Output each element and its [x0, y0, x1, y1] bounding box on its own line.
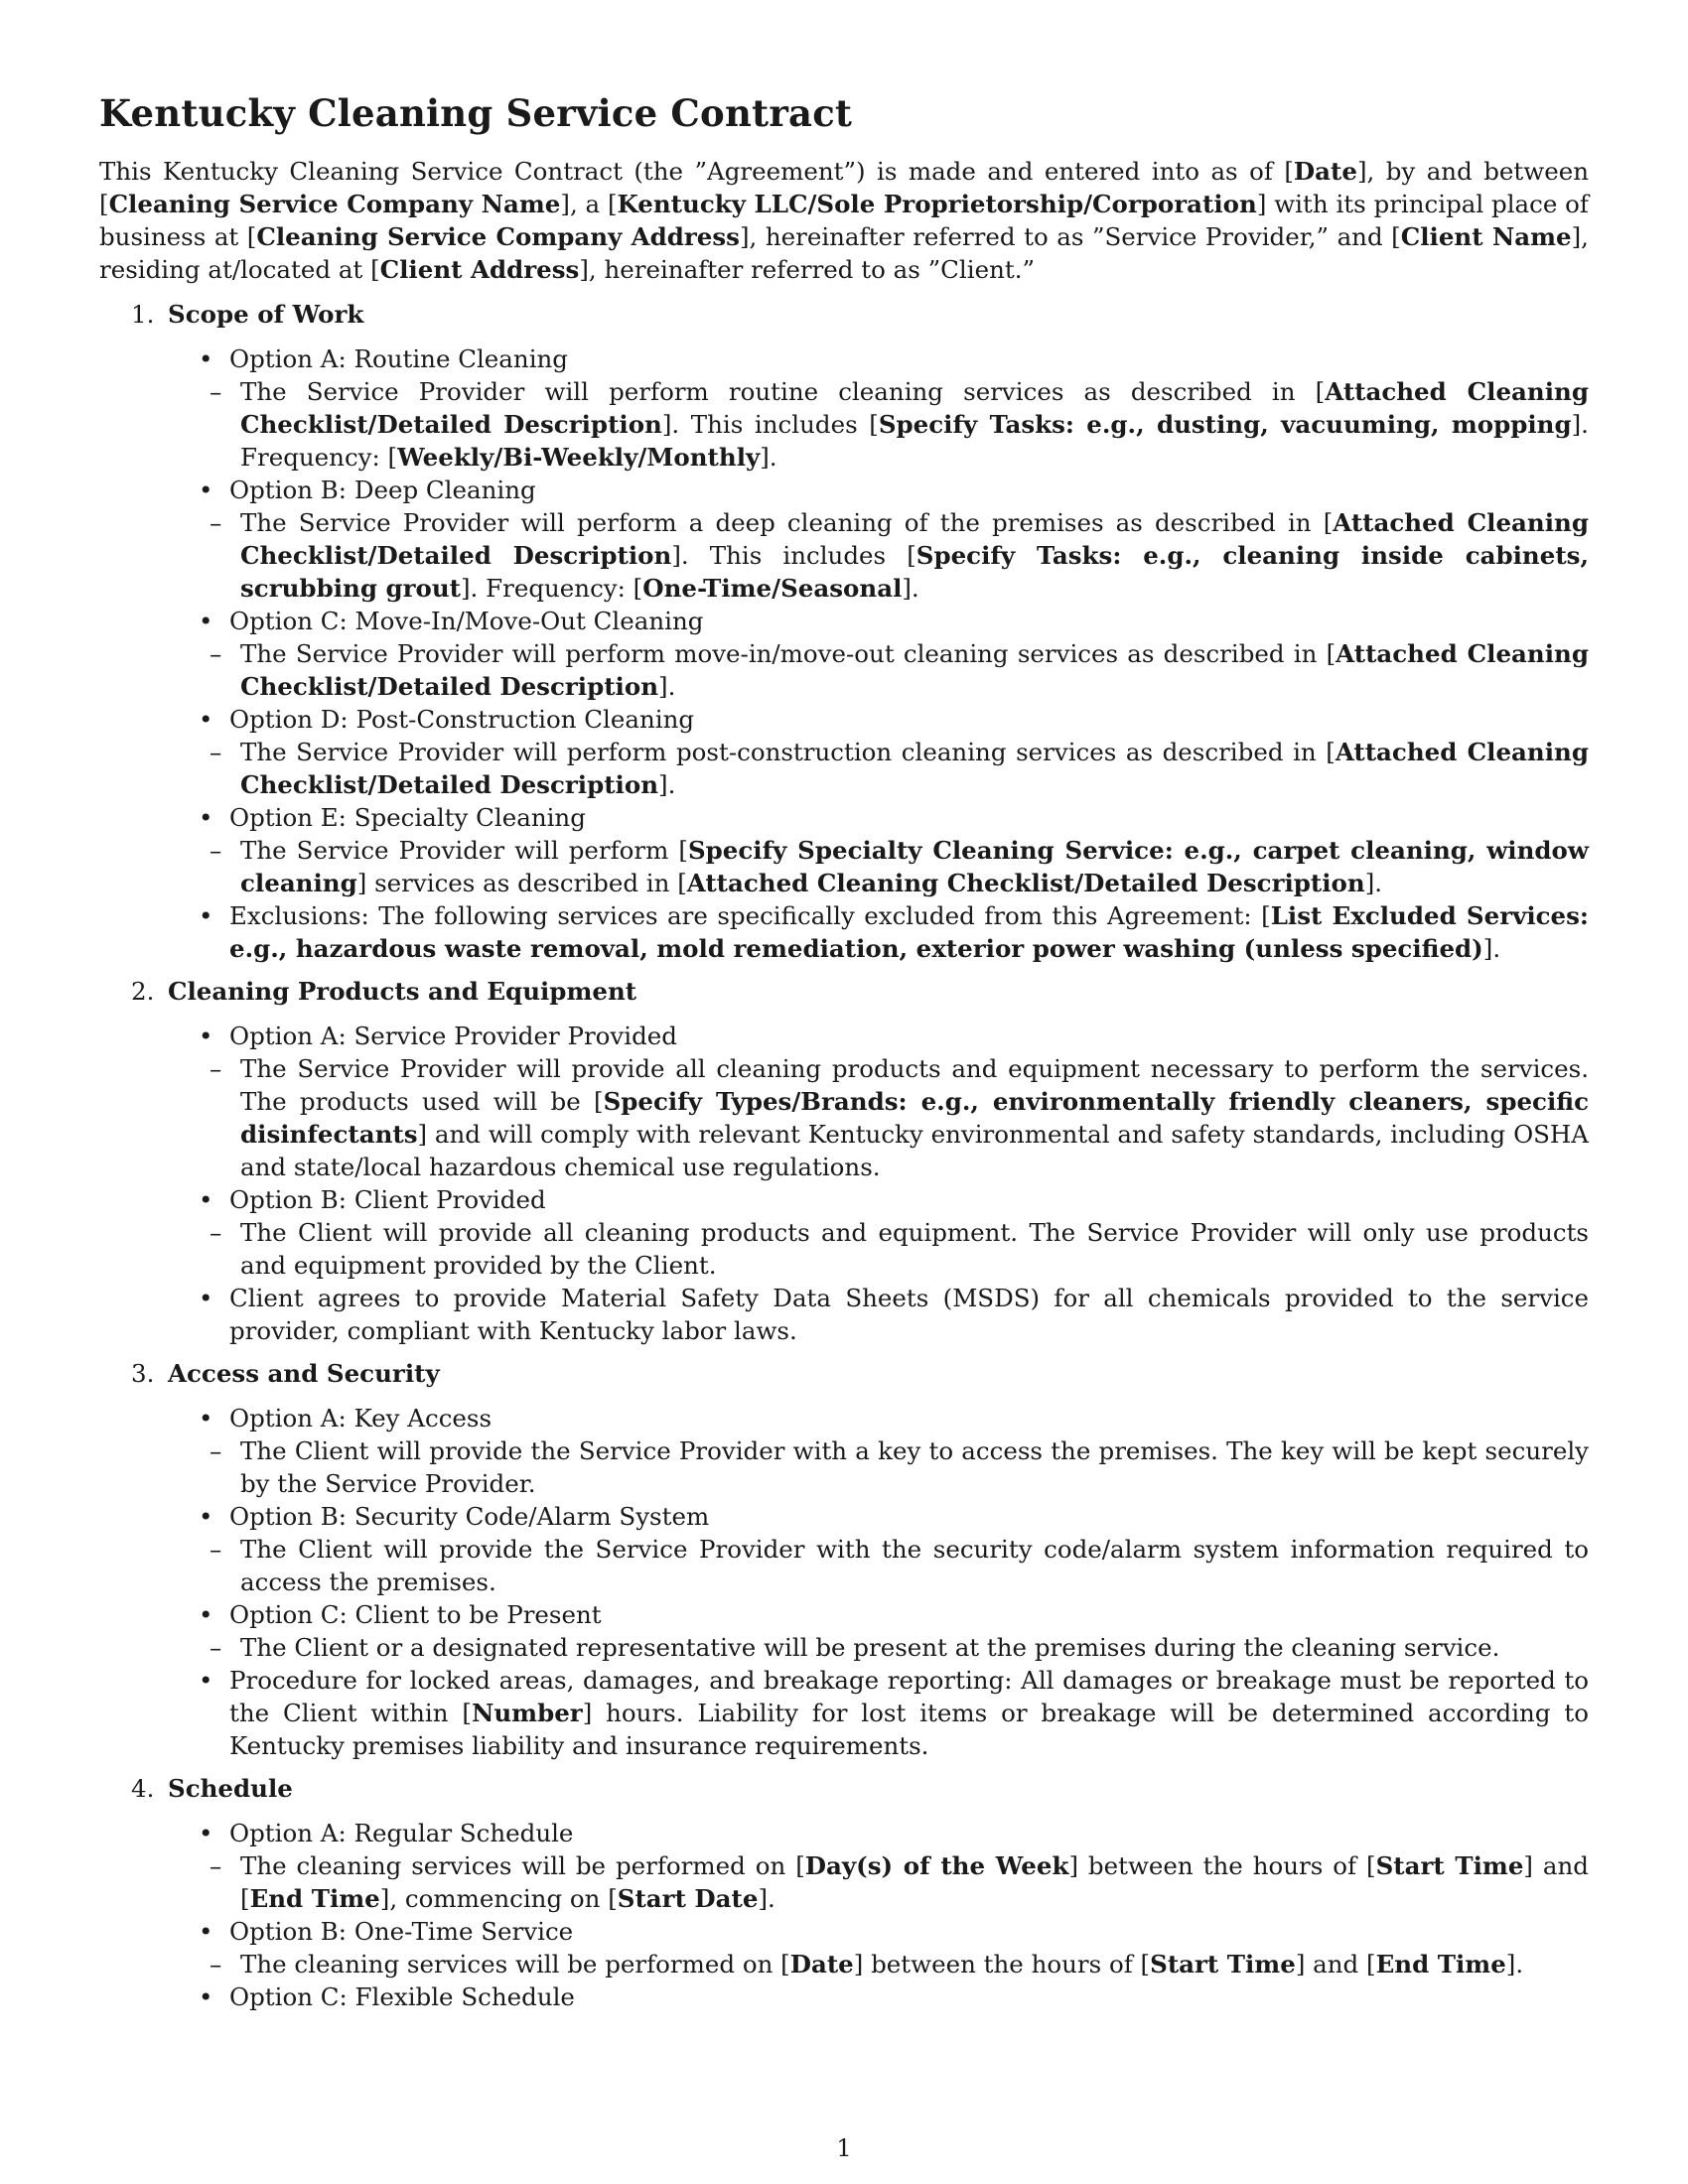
text: Procedure for locked areas, damages, and breakage reporting: All damages or breakage must be reported to the Client within [ — [229, 1666, 1589, 1727]
placeholder: Attached Cleaning Checklist/Detailed Description — [240, 738, 1589, 799]
procedure-item — [99, 1664, 1589, 1762]
section-heading — [99, 975, 1589, 1008]
text: ]. — [1482, 934, 1501, 963]
dash-icon: – — [210, 1633, 222, 1662]
placeholder: Specify Tasks: e.g., dusting, vacuuming, mopping — [878, 410, 1572, 439]
option-label: Option B: Deep Cleaning — [229, 476, 536, 504]
option-item — [99, 1598, 1589, 1664]
section-cleaning-products — [99, 975, 1589, 1347]
text: The Client will provide the Service Provider with a key to access the premises. The key will be kept securely by the Service Provider. — [240, 1436, 1589, 1498]
bullet-icon: • — [199, 1185, 213, 1214]
sub-list — [210, 1631, 1589, 1664]
placeholder: Start Time — [1150, 1950, 1296, 1979]
section-title: Cleaning Products and Equipment — [168, 977, 637, 1006]
sub-list — [210, 506, 1589, 605]
dash-icon: – — [210, 1535, 222, 1564]
text: ]. — [758, 1884, 775, 1913]
sub-list — [210, 1849, 1589, 1915]
dash-icon: – — [210, 639, 222, 668]
section-number: 1. — [131, 300, 155, 329]
option-label: Option B: One-Time Service — [229, 1917, 574, 1946]
text: ] services as described in [ — [356, 869, 687, 897]
text: ]. Frequency: [ — [460, 574, 643, 603]
option-item — [99, 605, 1589, 703]
text: Exclusions: The following services are specifically excluded from this Agreement: [ — [229, 901, 1271, 930]
placeholder: Start Time — [1375, 1851, 1524, 1880]
placeholder-date: Date — [1293, 157, 1357, 186]
option-item — [99, 342, 1589, 474]
placeholder: Specify Types/Brands: e.g., environmentally friendly cleaners, specific disinfectants — [240, 1087, 1590, 1149]
dash-icon: – — [210, 508, 222, 537]
placeholder: Attached Cleaning Checklist/Detailed Description — [240, 377, 1589, 439]
dash-icon: – — [210, 1218, 222, 1247]
intro-text: ], a [ — [560, 190, 618, 218]
sub-item — [190, 1052, 1589, 1183]
placeholder-company-address: Cleaning Service Company Address — [256, 222, 740, 251]
text: The Service Provider will perform [ — [240, 836, 688, 865]
placeholder: List Excluded Services: e.g., hazardous waste removal, mold remediation, exterior power washing (unless specified) — [229, 901, 1589, 963]
text: ] between the hours of [ — [853, 1950, 1151, 1979]
section-number: 2. — [131, 977, 155, 1006]
page-number: 1 — [836, 2134, 852, 2162]
section-heading — [99, 298, 1589, 331]
intro-text: ], residing at/located at [ — [99, 222, 1589, 284]
placeholder: One-Time/Seasonal — [642, 574, 903, 603]
option-label: Option A: Service Provider Provided — [229, 1022, 677, 1050]
placeholder: Specify Specialty Cleaning Service: e.g., carpet cleaning, window cleaning — [240, 836, 1589, 897]
placeholder: Attached Cleaning Checklist/Detailed Description — [240, 508, 1589, 570]
section-title: Scope of Work — [168, 300, 364, 329]
dash-icon: – — [210, 1054, 222, 1083]
section-title: Access and Security — [168, 1359, 440, 1388]
text: The Client will provide all cleaning products and equipment. The Service Provider will only use products and equipment provided by the Client. — [240, 1218, 1589, 1280]
bullet-icon: • — [199, 901, 213, 930]
text: ] hours. Liability for lost items or breakage will be determined according to Kentucky premises liability and insurance requirements. — [229, 1699, 1589, 1760]
option-list — [99, 1817, 1589, 2013]
text: The cleaning services will be performed on [ — [240, 1950, 790, 1979]
placeholder: Attached Cleaning Checklist/Detailed Description — [686, 869, 1365, 897]
section-scope-of-work — [99, 298, 1589, 965]
placeholder: End Time — [1375, 1950, 1506, 1979]
section-heading — [99, 1772, 1589, 1805]
text: ]. — [1505, 1950, 1524, 1979]
placeholder-client-address: Client Address — [379, 255, 580, 284]
option-list — [99, 342, 1589, 965]
option-label: Option C: Flexible Schedule — [229, 1982, 575, 2011]
sub-item — [190, 1631, 1589, 1664]
placeholder: End Time — [249, 1884, 380, 1913]
bullet-icon: • — [199, 607, 213, 635]
text: The Client will provide the Service Provider with the security code/alarm system information required to access the premises. — [240, 1535, 1589, 1596]
option-item — [99, 1500, 1589, 1598]
sub-list — [210, 1052, 1590, 1183]
option-label: Option E: Specialty Cleaning — [229, 803, 586, 832]
option-label: Option D: Post-Construction Cleaning — [229, 705, 695, 734]
sub-item — [190, 834, 1589, 899]
placeholder: Number — [471, 1699, 583, 1727]
sub-list — [210, 375, 1589, 474]
option-label: Option C: Client to be Present — [229, 1600, 602, 1629]
placeholder: Day(s) of the Week — [804, 1851, 1069, 1880]
text: ]. This includes [ — [661, 410, 879, 439]
dash-icon: – — [210, 738, 222, 766]
section-title: Schedule — [168, 1774, 293, 1803]
option-item — [99, 1915, 1589, 1980]
text: ] between the hours of [ — [1068, 1851, 1376, 1880]
bullet-icon: • — [199, 1666, 213, 1695]
text: The Service Provider will perform a deep cleaning of the premises as described in [ — [240, 508, 1334, 537]
text: The Service Provider will perform routine cleaning services as described in [ — [240, 377, 1326, 406]
text: ]. — [760, 443, 777, 472]
intro-text: This Kentucky Cleaning Service Contract (the ”Agreement”) is made and entered into as of [ — [99, 157, 1294, 186]
placeholder: Weekly/Bi-Weekly/Monthly — [397, 443, 761, 472]
bullet-icon: • — [199, 1022, 213, 1050]
sub-item — [190, 736, 1589, 801]
placeholder-entity-type: Kentucky LLC/Sole Proprietorship/Corporation — [617, 190, 1257, 218]
bullet-icon: • — [199, 1982, 213, 2011]
text: ] and [ — [1295, 1950, 1376, 1979]
text: ]. — [658, 770, 676, 799]
option-item — [99, 703, 1589, 801]
bullet-icon: • — [199, 1819, 213, 1847]
sub-list — [210, 1533, 1589, 1598]
sub-list — [210, 1434, 1589, 1500]
intro-paragraph — [99, 155, 1589, 286]
option-label: Option C: Move-In/Move-Out Cleaning — [229, 607, 704, 635]
text: ], commencing on [ — [379, 1884, 618, 1913]
sub-item — [190, 1533, 1589, 1598]
document-title: Kentucky Cleaning Service Contract — [99, 91, 853, 135]
dash-icon: – — [210, 377, 222, 406]
placeholder-company-name: Cleaning Service Company Name — [108, 190, 561, 218]
bullet-icon: • — [199, 1284, 213, 1312]
bullet-icon: • — [199, 1502, 213, 1531]
placeholder-client-name: Client Name — [1400, 222, 1572, 251]
placeholder: Attached Cleaning Checklist/Detailed Description — [240, 639, 1589, 701]
bullet-icon: • — [199, 803, 213, 832]
sub-list — [210, 834, 1589, 899]
option-item — [99, 474, 1589, 605]
sub-list — [210, 1948, 1589, 1980]
dash-icon: – — [210, 836, 222, 865]
bullet-icon: • — [199, 1600, 213, 1629]
sub-item — [190, 1849, 1589, 1915]
text: ]. — [1364, 869, 1383, 897]
section-schedule — [99, 1772, 1589, 2013]
bullet-icon: • — [199, 344, 213, 373]
option-item — [99, 1183, 1589, 1282]
intro-text: ], hereinafter referred to as ”Service Provider,” and [ — [739, 222, 1401, 251]
sub-item — [190, 506, 1589, 605]
text: ]. This includes [ — [671, 541, 916, 570]
section-heading — [99, 1357, 1589, 1390]
sub-item — [190, 375, 1589, 474]
intro-text: ], by and between [ — [99, 157, 1589, 218]
bullet-icon: • — [199, 1404, 213, 1433]
sub-list — [210, 637, 1589, 703]
option-list — [99, 1402, 1589, 1762]
msds-item — [99, 1282, 1589, 1347]
text: ]. Frequency: [ — [240, 410, 1589, 472]
sub-item — [190, 1434, 1589, 1500]
text: ] and will comply with relevant Kentucky environmental and safety standards, including OSHA and state/local hazardous chemical use regulations. — [240, 1120, 1589, 1181]
section-number: 3. — [131, 1359, 155, 1388]
option-item — [99, 801, 1589, 899]
intro-text: ], hereinafter referred to as ”Client.” — [579, 255, 1036, 284]
text: ] and [ — [240, 1851, 1589, 1913]
option-label: Option A: Routine Cleaning — [229, 344, 568, 373]
text: ]. — [658, 672, 676, 701]
placeholder: Specify Tasks: e.g., cleaning inside cabinets, scrubbing grout — [240, 541, 1589, 603]
sub-list — [210, 736, 1589, 801]
text: The Service Provider will perform post-construction cleaning services as described in [ — [240, 738, 1336, 766]
text: Client agrees to provide Material Safety Data Sheets (MSDS) for all chemicals provided to the service provider, compliant with Kentucky labor laws. — [229, 1284, 1589, 1345]
dash-icon: – — [210, 1436, 222, 1465]
contract-sections — [99, 298, 1589, 2013]
section-access-security — [99, 1357, 1589, 1762]
text: The Service Provider will perform move-in/move-out cleaning services as described in [ — [240, 639, 1336, 668]
exclusions-item — [99, 899, 1589, 965]
bullet-icon: • — [199, 476, 213, 504]
document-page — [99, 0, 1589, 2184]
placeholder: Date — [789, 1950, 854, 1979]
text: The Client or a designated representative will be present at the premises during the cleaning service. — [240, 1633, 1500, 1662]
sub-item — [190, 1216, 1589, 1282]
option-item — [99, 1980, 1589, 2013]
dash-icon: – — [210, 1950, 222, 1979]
intro-text: ] with its principal place of business at [ — [99, 190, 1589, 251]
option-item — [99, 1020, 1589, 1183]
option-item — [99, 1402, 1589, 1500]
sub-item — [190, 1948, 1589, 1980]
option-label: Option A: Regular Schedule — [229, 1819, 574, 1847]
option-item — [99, 1817, 1589, 1915]
option-label: Option B: Client Provided — [229, 1185, 546, 1214]
sub-item — [190, 637, 1589, 703]
bullet-icon: • — [199, 1917, 213, 1946]
option-list — [99, 1020, 1589, 1347]
option-label: Option B: Security Code/Alarm System — [229, 1502, 710, 1531]
bullet-icon: • — [199, 705, 213, 734]
text: ]. — [902, 574, 919, 603]
option-label: Option A: Key Access — [229, 1404, 492, 1433]
text: The cleaning services will be performed on [ — [240, 1851, 805, 1880]
section-number: 4. — [131, 1774, 155, 1803]
dash-icon: – — [210, 1851, 222, 1880]
placeholder: Start Date — [617, 1884, 759, 1913]
text: The Service Provider will provide all cleaning products and equipment necessary to perform the services. The products used will be [ — [240, 1054, 1589, 1116]
sub-list — [210, 1216, 1589, 1282]
